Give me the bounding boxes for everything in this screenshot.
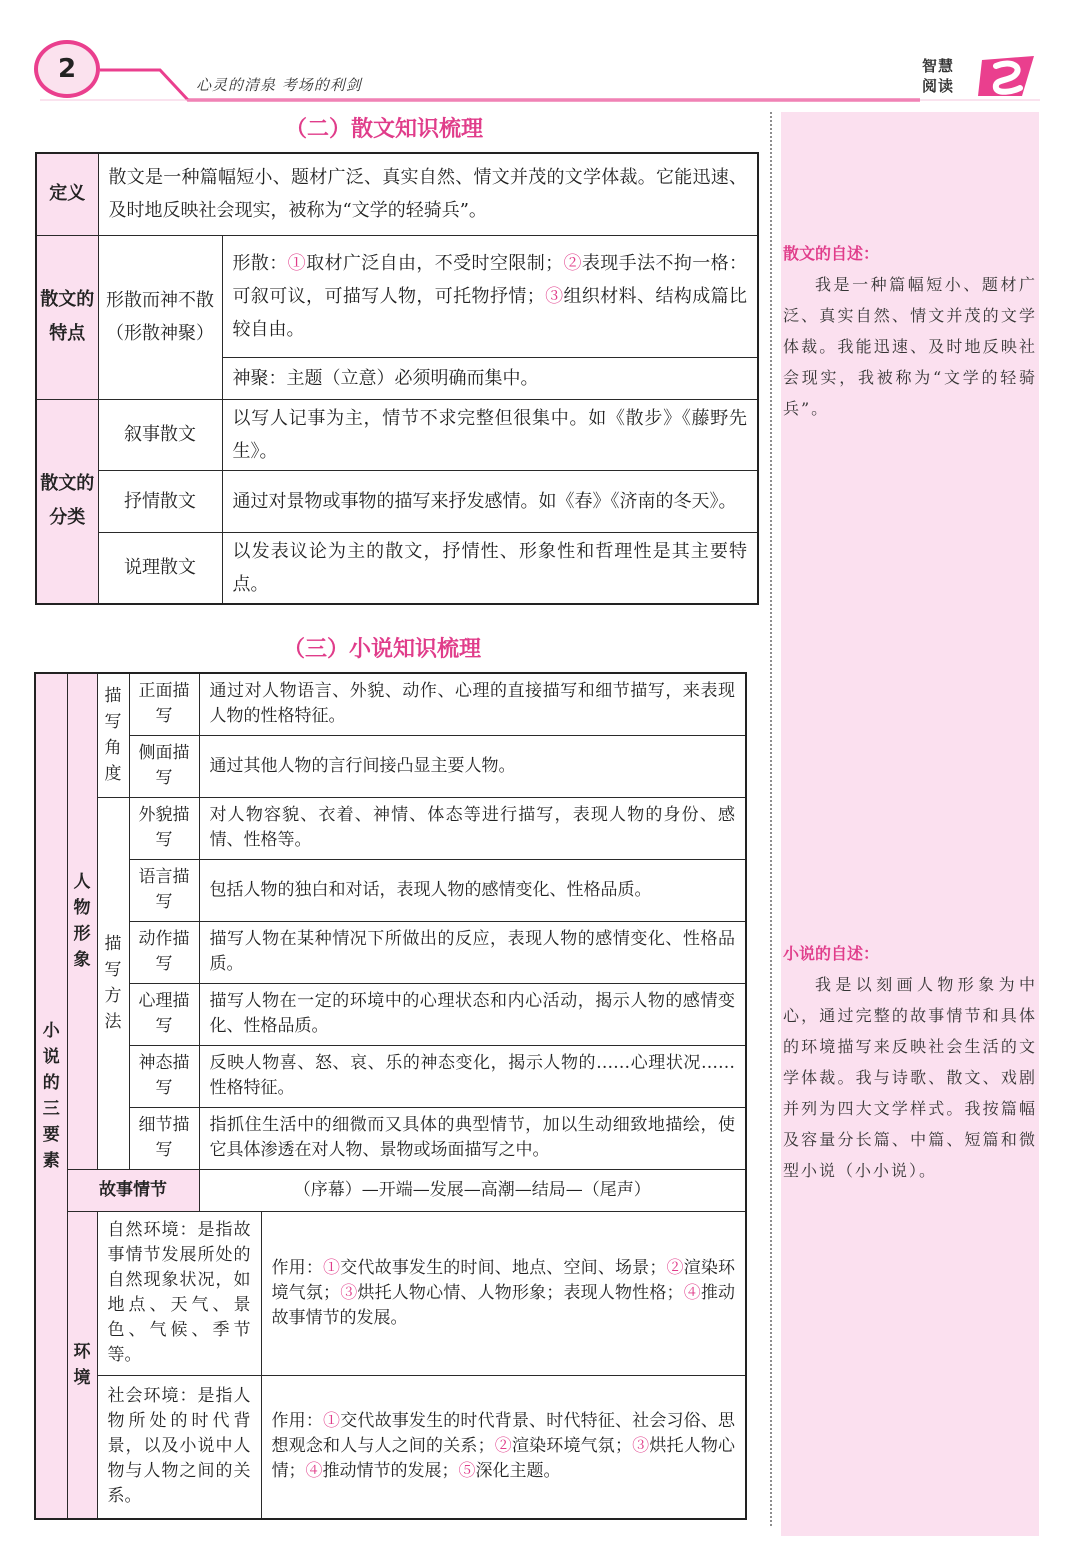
social-env-effect xyxy=(261,1375,746,1519)
natural-effect-2: 渲染环境气氛； xyxy=(271,1257,736,1303)
sidebar-prose-note xyxy=(783,238,1037,424)
type-text: 通过对景物或事物的描写来抒发感情。如《春》《济南的冬天》。 xyxy=(222,470,758,532)
form-loose-point-1: 取材广泛自由，不受时空限制； xyxy=(306,252,564,274)
marker-4: ④ xyxy=(305,1461,323,1482)
marker-1: ① xyxy=(323,1411,341,1432)
character-label: 人物形象 xyxy=(67,673,97,1169)
marker-3: ③ xyxy=(631,1436,650,1457)
sidebar-prose-text: 我是一种篇幅短小、题材广泛、真实自然、情文并茂的文学体裁。我能迅速、及时地反映社会现实，我被称为“文学的轻骑兵”。 xyxy=(783,275,1037,418)
features-label: 散文的特点 xyxy=(36,235,98,399)
sidebar-novel-title: 小说的自述： xyxy=(783,944,880,963)
table-row xyxy=(35,735,746,797)
marker-2: ② xyxy=(666,1257,684,1278)
natural-effect-lead: 作用： xyxy=(271,1257,324,1278)
method-name: 语言描写 xyxy=(129,859,199,921)
natural-effect-1: 交代故事发生的时间、地点、空间、场景； xyxy=(340,1257,667,1278)
angle-text: 通过对人物语言、外貌、动作、心理的直接描写和细节描写，来表现人物的性格特征。 xyxy=(199,673,746,735)
sidebar-prose-title: 散文的自述： xyxy=(783,244,880,263)
table-row xyxy=(35,859,746,921)
spirit-focused-text: 神聚：主题（立意）必须明确而集中。 xyxy=(222,357,758,399)
method-text: 描写人物在某种情况下所做出的反应，表现人物的感情变化、性格品质。 xyxy=(199,921,746,983)
type-text: 以发表议论为主的散文，抒情性、形象性和哲理性是其主要特点。 xyxy=(222,532,758,604)
angle-name: 正面描写 xyxy=(129,673,199,735)
form-loose-lead: 形散： xyxy=(232,252,288,274)
page-number: 2 xyxy=(34,40,100,98)
method-text: 包括人物的独白和对话，表现人物的感情变化、性格品质。 xyxy=(199,859,746,921)
type-name: 说理散文 xyxy=(98,532,222,604)
form-loose-point-2: 表现手法不拘一格：可叙可议，可描写人物，可托物抒情； xyxy=(232,252,748,307)
method-name: 动作描写 xyxy=(129,921,199,983)
method-name: 外貌描写 xyxy=(129,797,199,859)
social-effect-lead: 作用： xyxy=(271,1411,324,1432)
natural-env-effect xyxy=(261,1211,746,1375)
form-loose-text xyxy=(222,235,758,357)
method-label: 描写方法 xyxy=(97,797,129,1169)
table-row xyxy=(36,470,758,532)
sidebar-novel-text: 我是以刻画人物形象为中心，通过完整的故事情节和具体的环境描写来反映社会生活的文学体裁。我与诗歌、散文、戏剧并列为四大文学样式。我按篇幅及容量分长篇、中篇、短篇和微型小说（小小说）。 xyxy=(783,975,1037,1180)
marker-2: ② xyxy=(563,252,582,274)
table-row xyxy=(35,1211,746,1375)
method-name: 神态描写 xyxy=(129,1045,199,1107)
brand-line-2: 阅读 xyxy=(922,77,955,95)
features-sub-label: 形散而神不散（形散神聚） xyxy=(98,235,222,399)
method-text: 反映人物喜、怒、哀、乐的神态变化，揭示人物的……心理状况……性格特征。 xyxy=(199,1045,746,1107)
social-effect-4: 推动情节的发展； xyxy=(322,1461,459,1482)
method-text: 描写人物在一定的环境中的心理状态和内心活动，揭示人物的感情变化、性格品质。 xyxy=(199,983,746,1045)
table-row xyxy=(35,983,746,1045)
brand-name xyxy=(922,56,970,96)
table-row xyxy=(36,399,758,470)
environment-label: 环境 xyxy=(67,1211,97,1519)
marker-1: ① xyxy=(287,252,307,274)
novel-section-title: （三）小说知识梳理 xyxy=(283,637,482,662)
social-effect-3: 烘托人物心情； xyxy=(271,1436,736,1482)
table-row xyxy=(35,673,746,735)
natural-env-desc: 自然环境：是指故事情节发展所处的自然现象状况，如地点、天气、景色、气候、季节等。 xyxy=(97,1211,261,1375)
social-env-desc: 社会环境：是指人物所处的时代背景，以及小说中人物与人物之间的关系。 xyxy=(97,1375,261,1519)
prose-section-title: （二）散文知识梳理 xyxy=(285,117,484,142)
definition-label: 定义 xyxy=(36,153,98,235)
type-text: 以写人记事为主，情节不求完整但很集中。如《散步》《藤野先生》。 xyxy=(222,399,758,470)
table-row xyxy=(36,153,758,235)
type-name: 叙事散文 xyxy=(98,399,222,470)
table-row xyxy=(36,235,758,357)
table-row xyxy=(35,1107,746,1169)
social-effect-5: 深化主题。 xyxy=(475,1461,561,1482)
method-text: 对人物容貌、衣着、神情、体态等进行描写，表现人物的身份、感情、性格等。 xyxy=(199,797,746,859)
marker-2: ② xyxy=(494,1436,512,1457)
marker-3: ③ xyxy=(544,285,564,307)
brand-line-1: 智慧 xyxy=(922,57,955,75)
table-row xyxy=(35,1169,746,1211)
types-label: 散文的分类 xyxy=(36,399,98,604)
brand-logo-icon xyxy=(976,52,1040,100)
marker-1: ① xyxy=(323,1257,341,1278)
table-row xyxy=(35,1045,746,1107)
three-elements-label: 小说的三要素 xyxy=(35,673,67,1519)
angle-label: 描写角度 xyxy=(97,673,129,797)
angle-name: 侧面描写 xyxy=(129,735,199,797)
table-row xyxy=(36,532,758,604)
header-decoration xyxy=(0,0,1080,110)
novel-table xyxy=(34,672,747,1520)
marker-4: ④ xyxy=(683,1282,701,1303)
method-name: 细节描写 xyxy=(129,1107,199,1169)
method-name: 心理描写 xyxy=(129,983,199,1045)
table-row xyxy=(35,797,746,859)
definition-text: 散文是一种篇幅短小、题材广泛、真实自然、情文并茂的文学体裁。它能迅速、及时地反映社会现实，被称为“文学的轻骑兵”。 xyxy=(98,153,758,235)
social-effect-1: 交代故事发生的时代背景、时代特征、社会习俗、思想观念和人与人之间的关系； xyxy=(271,1411,736,1457)
angle-text: 通过其他人物的言行间接凸显主要人物。 xyxy=(199,735,746,797)
form-loose-point-3: 组织材料、结构成篇比较自由。 xyxy=(232,285,748,340)
header-slogan: 心灵的清泉 考场的利剑 xyxy=(196,76,362,94)
natural-effect-4: 推动故事情节的发展。 xyxy=(271,1282,736,1328)
plot-text: （序幕）—开端—发展—高潮—结局—（尾声） xyxy=(199,1169,746,1211)
marker-5: ⑤ xyxy=(458,1461,476,1482)
column-divider xyxy=(770,112,772,1526)
sidebar-novel-note xyxy=(783,938,1037,1186)
method-text: 指抓住生活中的细微而又具体的典型情节，加以生动细致地描绘，使它具体渗透在对人物、景物或场面描写之中。 xyxy=(199,1107,746,1169)
table-row xyxy=(35,1375,746,1519)
table-row xyxy=(35,921,746,983)
social-effect-2: 渲染环境气氛； xyxy=(511,1436,632,1457)
type-name: 抒情散文 xyxy=(98,470,222,532)
plot-label: 故事情节 xyxy=(67,1169,199,1211)
prose-table xyxy=(35,152,759,605)
marker-3: ③ xyxy=(340,1282,358,1303)
natural-effect-3: 烘托人物心情、人物形象；表现人物性格； xyxy=(357,1282,684,1303)
